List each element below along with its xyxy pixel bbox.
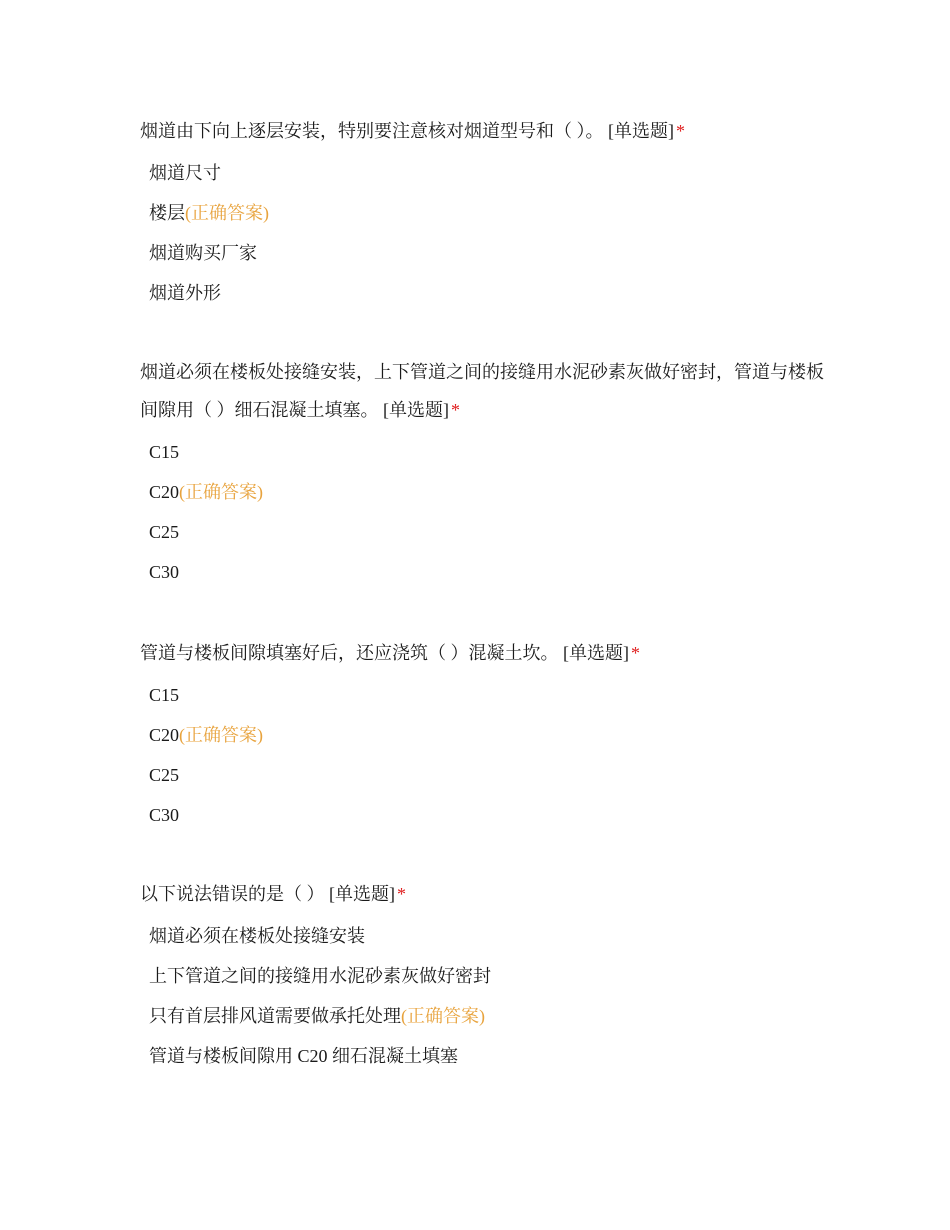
option-text: C25 (149, 765, 180, 785)
option-text: 烟道外形 (149, 283, 221, 303)
correct-answer-mark: (正确答案) (185, 203, 269, 223)
option-text: 烟道购买厂家 (149, 243, 257, 263)
question-text: 管道与楼板间隙填塞好后，还应浇筑（ ）混凝土坎。 (140, 643, 559, 663)
option-text: 烟道必须在楼板处接缝安装 (149, 926, 365, 946)
option-item[interactable] (149, 193, 830, 233)
question-type-tag: [单选题] (563, 643, 629, 663)
question-2 (140, 353, 830, 592)
option-item[interactable] (149, 1036, 830, 1076)
option-item[interactable] (149, 153, 830, 193)
question-text: 烟道必须在楼板处接缝安装，上下管道之间的接缝用水泥砂素灰做好密封，管道与楼板间隙用（ ）细石混凝土填塞。 (140, 362, 824, 420)
question-text: 以下说法错误的是（ ） (140, 884, 325, 904)
question-stem (140, 112, 830, 150)
option-item[interactable] (149, 755, 830, 795)
question-text: 烟道由下向上逐层安装，特别要注意核对烟道型号和（ ）。 (140, 121, 604, 141)
option-item[interactable] (149, 233, 830, 273)
question-stem (140, 353, 830, 429)
option-item[interactable] (149, 795, 830, 835)
option-item[interactable] (149, 552, 830, 592)
option-item[interactable] (149, 472, 830, 512)
option-text: 只有首层排风道需要做承托处理 (149, 1006, 401, 1026)
required-mark: * (631, 643, 640, 663)
option-item[interactable] (149, 916, 830, 956)
option-item[interactable] (149, 675, 830, 715)
question-3 (140, 634, 830, 835)
option-item[interactable] (149, 432, 830, 472)
option-text: C25 (149, 522, 180, 542)
required-mark: * (676, 121, 685, 141)
option-text: C15 (149, 442, 180, 462)
question-type-tag: [单选题] (383, 400, 449, 420)
required-mark: * (451, 400, 460, 420)
option-text: C30 (149, 562, 180, 582)
question-stem (140, 634, 830, 672)
option-item[interactable] (149, 956, 830, 996)
option-text: C15 (149, 685, 180, 705)
option-text: 上下管道之间的接缝用水泥砂素灰做好密封 (149, 966, 491, 986)
option-item[interactable] (149, 715, 830, 755)
option-text: C20 (149, 725, 180, 745)
option-list (140, 675, 830, 835)
option-text: C20 (149, 482, 180, 502)
option-list (140, 432, 830, 592)
question-stem (140, 875, 830, 913)
correct-answer-mark: (正确答案) (401, 1006, 485, 1026)
question-4 (140, 875, 830, 1076)
option-item[interactable] (149, 273, 830, 313)
question-1 (140, 112, 830, 313)
option-text: C30 (149, 805, 180, 825)
option-item[interactable] (149, 512, 830, 552)
option-list (140, 916, 830, 1076)
correct-answer-mark: (正确答案) (179, 725, 264, 745)
option-text: 管道与楼板间隙用 C20 细石混凝土填塞 (149, 1046, 459, 1066)
option-text: 楼层 (149, 203, 185, 223)
option-item[interactable] (149, 996, 830, 1036)
required-mark: * (397, 884, 406, 904)
question-type-tag: [单选题] (608, 121, 674, 141)
correct-answer-mark: (正确答案) (179, 482, 264, 502)
question-type-tag: [单选题] (329, 884, 395, 904)
option-text: 烟道尺寸 (149, 163, 221, 183)
option-list (140, 153, 830, 313)
